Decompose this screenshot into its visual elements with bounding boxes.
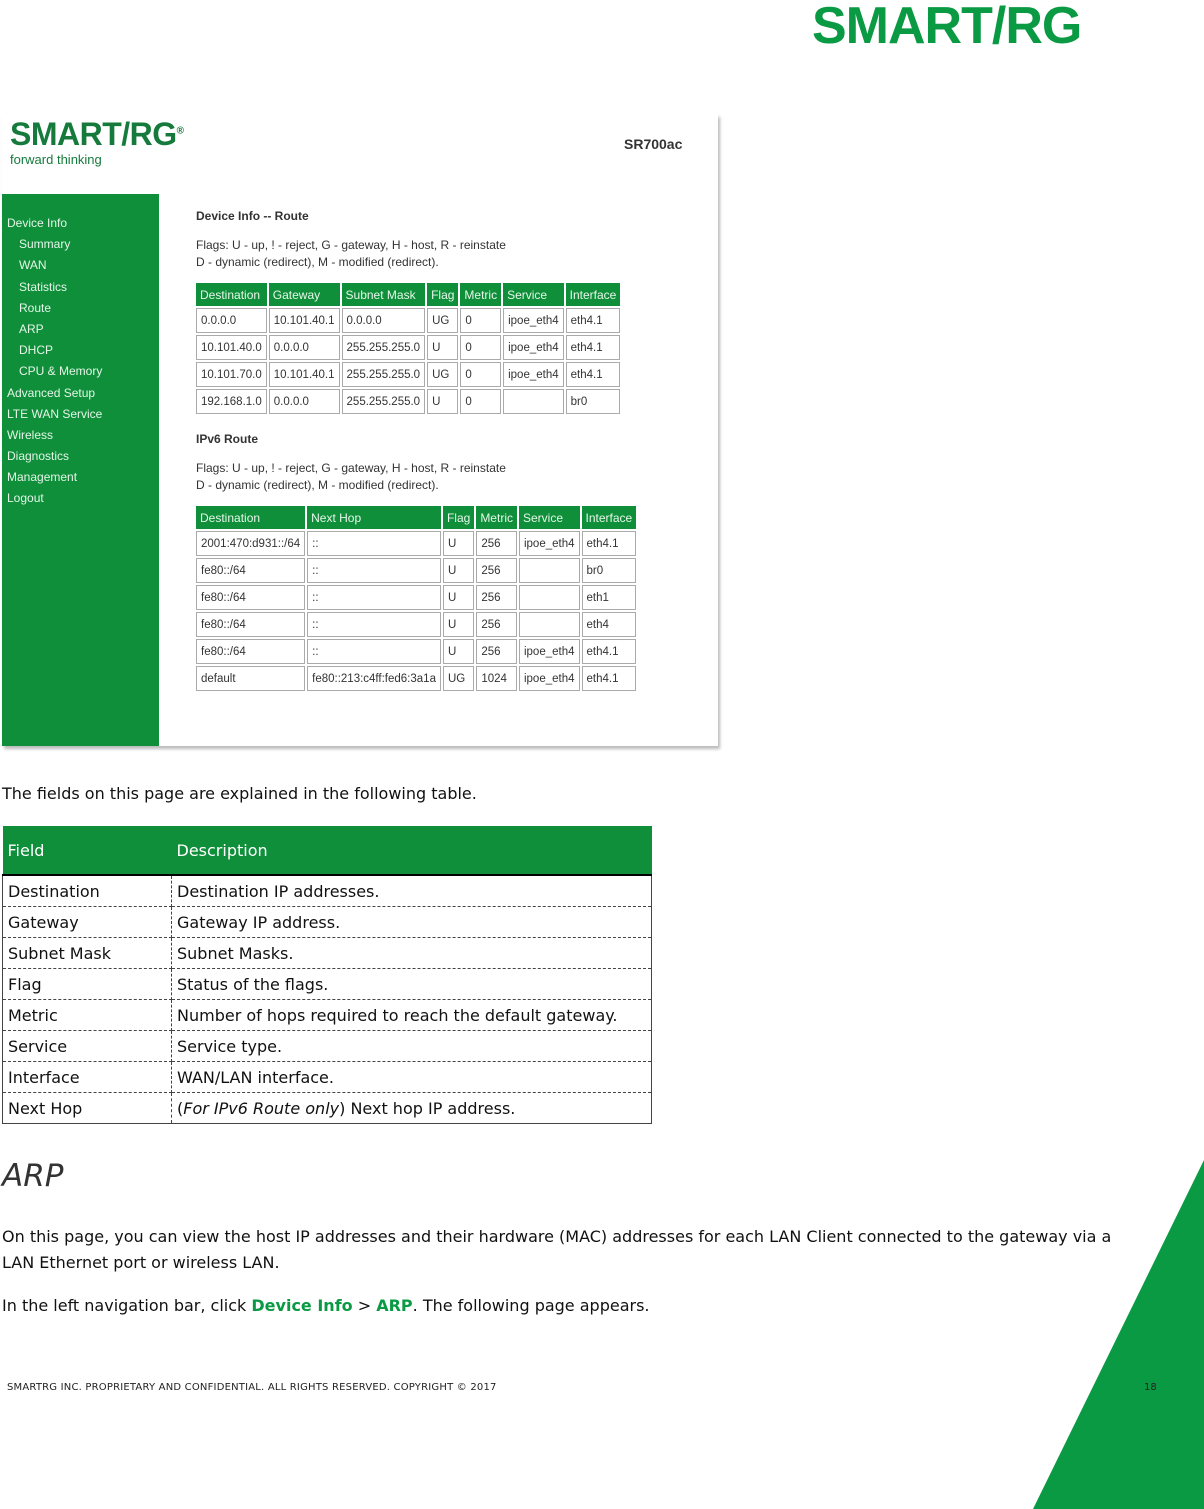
table-cell: eth4.1 [582,666,637,691]
nav-item-statistics[interactable]: Statistics [19,279,68,294]
ipv6-route-title: IPv6 Route [196,432,259,446]
table-cell [519,585,580,610]
column-header: Destination [196,506,305,529]
table-row [196,639,636,664]
router-screenshot [2,114,718,746]
table-cell: 0 [460,389,501,414]
table-cell: 1024 [476,666,517,691]
next-hop-desc: ) Next hop IP address. [339,1098,516,1118]
table-row [196,558,636,583]
nav-item-route[interactable]: Route [19,300,52,315]
route-content [196,209,706,693]
column-header: Service [519,506,580,529]
column-header: Next Hop [307,506,441,529]
description-header: Description [172,826,652,875]
instr-text-pre: In the left navigation bar, click [2,1296,252,1315]
route-flags-line1: Flags: U - up, ! - reject, G - gateway, H - host, R - reinstate [196,238,506,252]
column-header: Metric [476,506,517,529]
table-cell [503,389,564,414]
route-flags [196,237,706,271]
table-cell: 0.0.0.0 [342,308,426,333]
intro-text: The fields on this page are explained in the following table. [2,784,477,803]
field-description: WAN/LAN interface. [172,1062,652,1093]
table-cell: eth4.1 [582,639,637,664]
table-header-row [196,506,636,529]
column-header: Flag [443,506,474,529]
table-row [196,531,636,556]
field-name: Destination [3,875,172,907]
field-name: Flag [3,969,172,1000]
table-row [196,362,620,387]
arp-description: On this page, you can view the host IP addresses and their hardware (MAC) addresses for each LAN Client connected to the gateway via a LAN Ethernet port or wireless LAN. [2,1227,1112,1272]
table-cell: ipoe_eth4 [519,639,580,664]
column-header: Interface [566,283,621,306]
instr-text-post: . The following page appears. [412,1296,650,1315]
table-cell: eth4.1 [566,308,621,333]
table-cell: 0.0.0.0 [269,389,340,414]
table-cell: 256 [476,531,517,556]
nav-item-cpu-memory[interactable]: CPU & Memory [19,364,103,379]
table-cell [519,612,580,637]
fields-table-header [3,826,652,875]
nav-item-logout[interactable]: Logout [7,491,44,506]
table-cell: UG [443,666,474,691]
device-info-link[interactable]: Device Info [251,1296,353,1315]
table-row [196,666,636,691]
table-cell: eth4.1 [566,335,621,360]
table-cell: fe80::/64 [196,612,305,637]
table-cell: 0 [460,362,501,387]
table-cell: 10.101.40.1 [269,308,340,333]
route-table [194,281,622,416]
ipv6-flags-line2: D - dynamic (redirect), M - modified (redirect). [196,478,439,492]
table-cell: 256 [476,585,517,610]
table-row [3,875,652,907]
table-cell: ipoe_eth4 [503,362,564,387]
table-cell: U [443,531,474,556]
table-cell: U [443,612,474,637]
route-flags-line2: D - dynamic (redirect), M - modified (redirect). [196,255,439,269]
table-cell: fe80::/64 [196,639,305,664]
field-description: Subnet Masks. [172,938,652,969]
table-cell: 0 [460,335,501,360]
table-cell [519,558,580,583]
column-header: Metric [460,283,501,306]
table-cell: 0.0.0.0 [196,308,267,333]
ipv6-only-note: For IPv6 Route only [183,1098,340,1118]
column-header: Interface [582,506,637,529]
field-description: Status of the flags. [172,969,652,1000]
paren-open: ( [177,1098,184,1118]
table-cell: 256 [476,639,517,664]
table-cell: fe80::213:c4ff:fed6:3a1a [307,666,441,691]
table-row [3,1031,652,1062]
table-row [196,308,620,333]
nav-item-device-info[interactable]: Device Info [7,216,68,230]
table-cell: 10.101.70.0 [196,362,267,387]
table-row [3,1093,652,1124]
table-cell: default [196,666,305,691]
column-header: Gateway [269,283,340,306]
nav-item-wan[interactable]: WAN [19,258,47,273]
table-cell: 192.168.1.0 [196,389,267,414]
ipv6-route-table [194,504,638,693]
nav-item-management[interactable]: Management [7,470,78,485]
footer-copyright: SMARTRG INC. PROPRIETARY AND CONFIDENTIAL. ALL RIGHTS RESERVED. COPYRIGHT © 2017 [7,1382,497,1393]
table-cell: ipoe_eth4 [519,531,580,556]
column-header: Destination [196,283,267,306]
table-cell: 255.255.255.0 [342,389,426,414]
nav-item-dhcp[interactable]: DHCP [19,343,54,358]
table-cell: 2001:470:d931::/64 [196,531,305,556]
column-header: Subnet Mask [342,283,426,306]
screenshot-tagline: forward thinking [10,152,102,167]
arp-instructions [2,1296,650,1315]
fields-table [2,826,652,1124]
table-row [3,1000,652,1031]
nav-item-advanced-setup[interactable]: Advanced Setup [7,385,96,400]
screenshot-header [2,114,718,194]
table-cell: :: [307,612,441,637]
field-name: Subnet Mask [3,938,172,969]
table-cell: 10.101.40.1 [269,362,340,387]
table-cell: 255.255.255.0 [342,335,426,360]
model-name: SR700ac [624,136,683,152]
table-cell: ipoe_eth4 [519,666,580,691]
table-cell: 256 [476,558,517,583]
table-cell: eth4.1 [582,531,637,556]
sidebar-nav [2,194,159,746]
table-cell: 10.101.40.0 [196,335,267,360]
table-cell: UG [427,308,458,333]
instr-separator: > [352,1296,377,1315]
table-cell: U [443,639,474,664]
table-cell: U [443,585,474,610]
table-cell: fe80::/64 [196,585,305,610]
table-row [196,585,636,610]
page-number: 18 [1144,1382,1157,1393]
table-cell: :: [307,639,441,664]
field-name: Interface [3,1062,172,1093]
nav-item-summary[interactable]: Summary [19,237,71,252]
field-description: Number of hops required to reach the default gateway. [172,1000,652,1031]
field-name: Metric [3,1000,172,1031]
table-row [196,389,620,414]
nav-list [7,213,102,510]
field-name: Gateway [3,907,172,938]
table-row [3,907,652,938]
field-name: Next Hop [3,1093,172,1124]
field-description: Destination IP addresses. [172,875,652,907]
table-cell: br0 [582,558,637,583]
arp-heading: ARP [2,1158,64,1194]
table-cell: :: [307,558,441,583]
table-cell: :: [307,585,441,610]
nav-item-lte-wan-service[interactable]: LTE WAN Service [7,406,103,421]
table-cell: ipoe_eth4 [503,308,564,333]
table-cell: 255.255.255.0 [342,362,426,387]
table-cell: U [427,389,458,414]
brand-logo: SMART/RG [812,0,1082,55]
table-cell: 0 [460,308,501,333]
arp-link[interactable]: ARP [376,1296,413,1315]
table-cell: U [443,558,474,583]
field-description [172,1093,652,1124]
ipv6-flags-line1: Flags: U - up, ! - reject, G - gateway, H - host, R - reinstate [196,461,506,475]
table-cell: 0.0.0.0 [269,335,340,360]
field-description: Gateway IP address. [172,907,652,938]
table-cell: 256 [476,612,517,637]
table-row [3,969,652,1000]
table-cell: :: [307,531,441,556]
table-cell: fe80::/64 [196,558,305,583]
table-row [3,938,652,969]
table-cell: ipoe_eth4 [503,335,564,360]
column-header: Service [503,283,564,306]
nav-item-arp[interactable]: ARP [19,321,44,336]
table-row [3,1062,652,1093]
table-cell: eth4 [582,612,637,637]
column-header: Flag [427,283,458,306]
table-cell: eth4.1 [566,362,621,387]
table-cell: U [427,335,458,360]
field-header: Field [3,826,172,875]
route-title: Device Info -- Route [196,209,309,223]
field-description: Service type. [172,1031,652,1062]
table-header-row [196,283,620,306]
table-cell: UG [427,362,458,387]
ipv6-flags [196,460,706,494]
screenshot-logo: SMART/RG® [10,116,184,152]
field-name: Service [3,1031,172,1062]
table-row [196,612,636,637]
nav-item-diagnostics[interactable]: Diagnostics [7,449,70,464]
table-cell: br0 [566,389,621,414]
table-cell: eth1 [582,585,637,610]
nav-item-wireless[interactable]: Wireless [7,427,54,442]
table-row [196,335,620,360]
